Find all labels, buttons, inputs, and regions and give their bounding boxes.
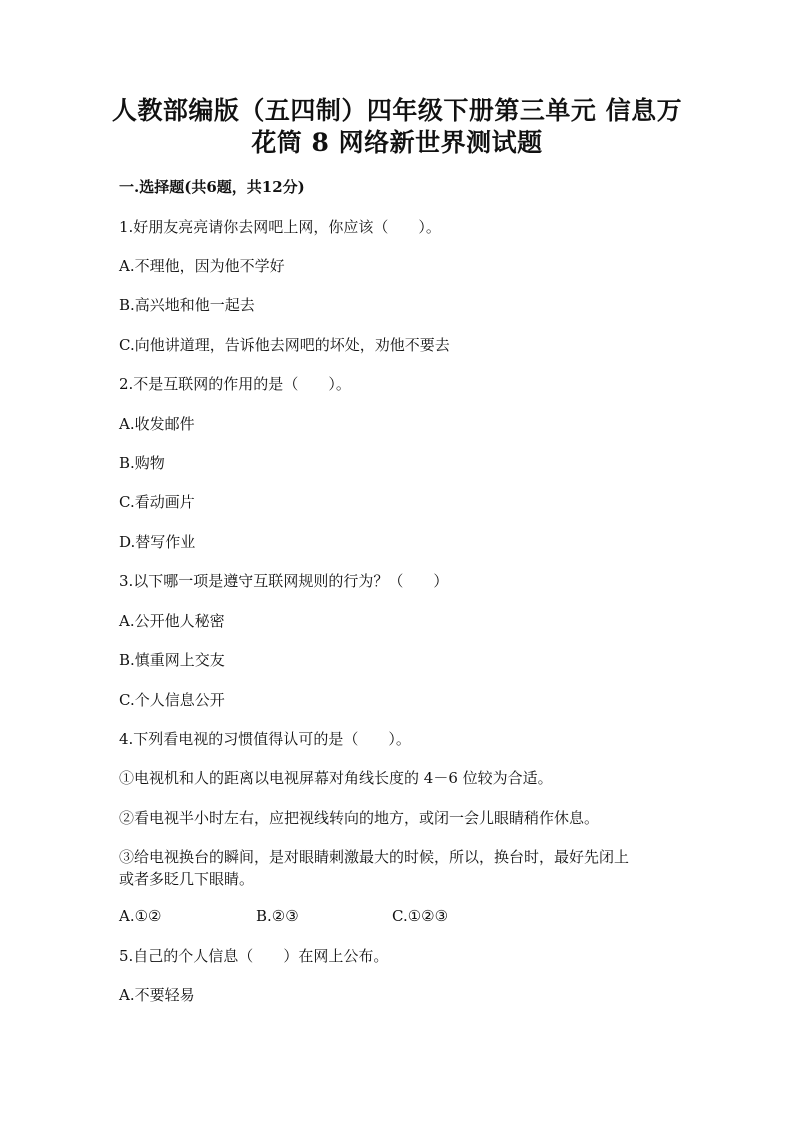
question-1-option-c: C.向他讲道理，告诉他去网吧的坏处，劝他不要去 (119, 336, 450, 354)
question-4-item-3-continued: 或者多眨几下眼睛。 (119, 870, 255, 888)
question-4-option-c: C.①②③ (392, 907, 449, 925)
question-1-stem: 1.好朋友亮亮请你去网吧上网，你应该（ ）。 (119, 218, 441, 236)
question-4-item-1: ①电视机和人的距离以电视屏幕对角线长度的 4－6 位较为合适。 (119, 769, 553, 787)
question-4-item-2: ②看电视半小时左右，应把视线转向的地方，或闭一会儿眼睛稍作休息。 (119, 809, 600, 827)
question-4-option-a: A.①② (119, 907, 162, 925)
question-3-option-b: B.慎重网上交友 (119, 651, 225, 669)
document-title-line-1: 人教部编版（五四制）四年级下册第三单元 信息万 (111, 96, 683, 125)
question-2-option-a: A.收发邮件 (119, 415, 195, 433)
question-4-option-b: B.②③ (256, 907, 299, 925)
question-4-options (119, 906, 679, 926)
question-3-option-a: A.公开他人秘密 (119, 612, 225, 630)
question-1-option-b: B.高兴地和他一起去 (119, 296, 255, 314)
question-1-option-a: A.不理他，因为他不学好 (119, 257, 285, 275)
question-3-option-c: C.个人信息公开 (119, 691, 225, 709)
question-5-option-a: A.不要轻易 (119, 986, 195, 1004)
document-title-line-2: 花筒 8 网络新世界测试题 (251, 128, 543, 157)
question-5-stem: 5.自己的个人信息（ ）在网上公布。 (119, 947, 389, 965)
question-2-stem: 2.不是互联网的作用的是（ ）。 (119, 375, 351, 393)
question-2-option-c: C.看动画片 (119, 493, 195, 511)
question-3-stem: 3.以下哪一项是遵守互联网规则的行为？（ ） (119, 572, 449, 590)
question-2-option-b: B.购物 (119, 454, 165, 472)
question-4-item-3: ③给电视换台的瞬间，是对眼睛刺激最大的时候，所以，换台时，最好先闭上 (119, 848, 630, 866)
section-heading: 一.选择题(共6题，共12分) (119, 178, 305, 196)
question-4-stem: 4.下列看电视的习惯值得认可的是（ ）。 (119, 730, 411, 748)
question-2-option-d: D.替写作业 (119, 533, 196, 551)
